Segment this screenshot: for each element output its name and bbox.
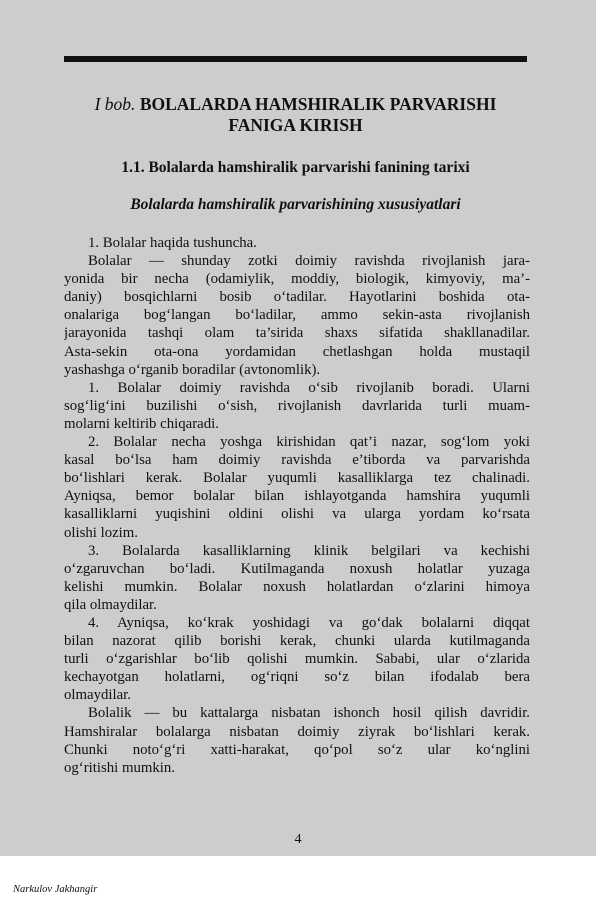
author-credit: Narkulov Jakhangir	[13, 884, 98, 895]
body-line: onalariga bog‘langan bo‘ladilar, ammo sekin-asta rivojlanish	[64, 307, 530, 324]
body-line: kechayotgan holatlarni, og‘riqni so‘z bilan ifodalab bera	[64, 669, 530, 686]
chapter-label: I bob.	[94, 94, 136, 114]
chapter-heading	[64, 94, 527, 136]
body-line: Hamshiralar bolalarga nisbatan doimiy ziyrak bo‘lishlari kerak.	[64, 723, 530, 740]
body-line: kasal bo‘lsa ham doimiy ravishda e’tiborda va parvarishda	[64, 452, 530, 469]
body-line: Asta-sekin ota-ona yordamidan chetlashgan holda mustaqil	[64, 343, 530, 360]
body-line: 1. Bolalar haqida tushuncha.	[88, 235, 257, 251]
chapter-title-line-2: FANIGA KIRISH	[228, 115, 363, 135]
body-line: bilan nazorat qilib borishi kerak, chunki ularda kutilmaganda	[64, 633, 530, 650]
body-line: kelishi mumkin. Bolalar noxush holatlardan o‘zlarini himoya	[64, 578, 530, 595]
body-text	[64, 234, 530, 777]
subsection-title: Bolalarda hamshiralik parvarishining xususiyatlari	[130, 196, 461, 213]
page-number: 4	[294, 832, 302, 847]
body-line: Bolalar — shunday zotki doimiy ravishda rivojlanish jara-	[88, 253, 530, 270]
body-line: yashashga o‘rganib boradilar (avtonomlik).	[64, 361, 321, 378]
chapter-title-line-1: BOLALARDA HAMSHIRALIK PARVARISHI	[139, 94, 497, 114]
body-line: 4. Ayniqsa, ko‘krak yoshidagi va go‘dak bolalarni diqqat	[88, 614, 530, 631]
body-line: Chunki noto‘g‘ri xatti-harakat, qo‘pol so‘z ular ko‘nglini	[64, 741, 530, 758]
body-line: qila olmaydilar.	[64, 596, 157, 613]
body-line: sog‘lig‘ini buzilishi o‘sish, rivojlanish davrlarida turli muam-	[64, 397, 530, 414]
body-line: 1. Bolalar doimiy ravishda o‘sib rivojlanib boradi. Ularni	[88, 379, 530, 396]
body-line: Ayniqsa, bemor bolalar bilan ishlayotganda hamshira yuqumli	[64, 488, 530, 505]
body-line: Bolalik — bu kattalarga nisbatan ishonch hosil qilish davridir.	[88, 705, 530, 722]
body-line: yonida bir necha (odamiylik, moddiy, biologik, kimyoviy, ma’-	[64, 271, 530, 288]
body-line: olishi lozim.	[64, 524, 138, 541]
body-line: daniy) bosqichlarni bosib o‘tadilar. Hayotlarini boshida ota-	[64, 289, 530, 306]
body-line: jarayonida tashqi olam ta’sirida shaxs sifatida shakllanadilar.	[64, 325, 530, 342]
body-line: molarni keltirib chiqaradi.	[64, 415, 219, 432]
section-title: 1.1. Bolalarda hamshiralik parvarishi fanining tarixi	[121, 159, 470, 176]
body-line: turli o‘zgarishlar bo‘lib qolishi mumkin. Sababi, ular o‘zlarida	[64, 651, 530, 668]
body-line: o‘zgaruvchan bo‘ladi. Kutilmaganda noxush holatlar yuzaga	[64, 560, 530, 577]
body-line: olmaydilar.	[64, 687, 131, 704]
header-rule	[64, 56, 527, 62]
body-line: 2. Bolalar necha yoshga kirishidan qat’i nazar, sog‘lom yoki	[88, 434, 530, 451]
body-line: og‘ritishi mumkin.	[64, 759, 175, 776]
body-line: bo‘lishlari kerak. Bolalar yuqumli kasalliklarga tez chalinadi.	[64, 470, 530, 487]
body-line: 3. Bolalarda kasalliklarning klinik belgilari va kechishi	[88, 542, 530, 559]
body-line: kasalliklarni yuqishini oldini olishi va ularga yordam ko‘rsata	[64, 506, 530, 523]
